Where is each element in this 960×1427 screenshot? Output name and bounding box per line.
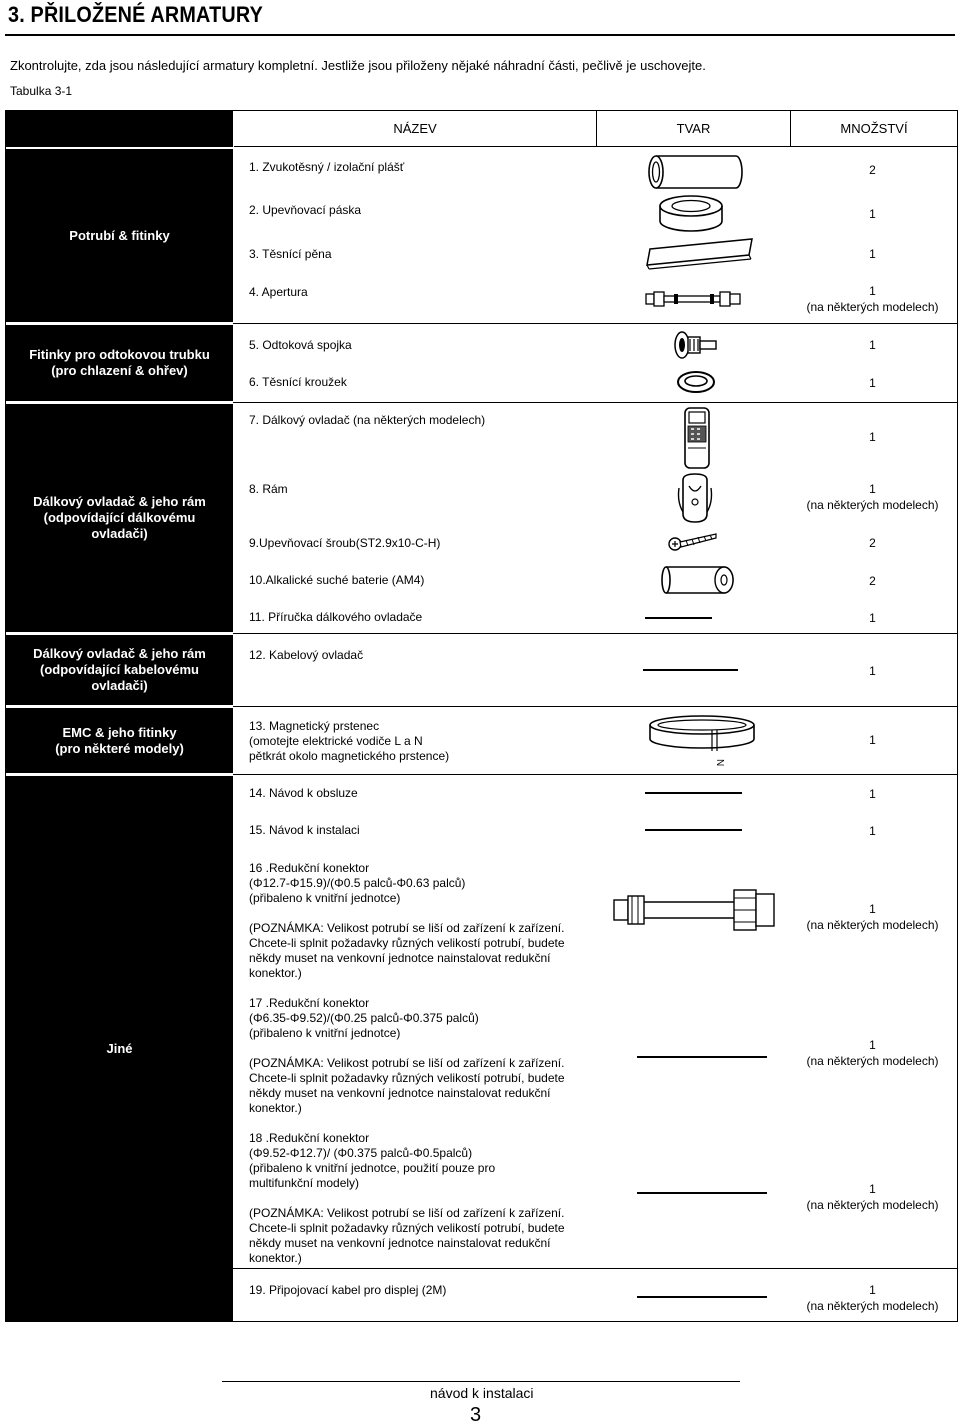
item-name: 4. Apertura <box>249 285 308 299</box>
group-divider <box>233 1268 957 1269</box>
wire-label-n: N <box>714 759 725 767</box>
remote-holder-icon <box>675 472 715 524</box>
item-name: 13. Magnetický prstenec (omotejte elektrické vodiče L a N pětkrát okolo magnetického prstence) <box>249 719 450 763</box>
category-pipes <box>6 149 233 322</box>
no-illustration-dash <box>637 1192 767 1194</box>
item-quantity: 1 <box>869 207 876 221</box>
item-quantity: 1 <box>869 611 876 625</box>
category-pipes-label: Potrubí & fitinky <box>69 227 170 243</box>
group-divider <box>233 402 957 403</box>
item-quantity: 1 (na některých modelech) <box>806 1283 939 1313</box>
header-name: NÁZEV <box>234 111 596 147</box>
group-divider <box>233 774 957 775</box>
item-name: 15. Návod k instalaci <box>249 823 360 837</box>
item-name: 16 .Redukční konektor (Φ12.7-Φ15.9)/(Φ0.5 palců-Φ0.63 palců) (přibaleno k vnitřní jednotce) (POZNÁMKA: Velikost potrubí se liší od zařízení k zařízení. Chcete-li splnit požadavky různých velikostí potrubí, budete někdy muset na venkovní jednotce nainstalovat redukční konektor.) <box>249 861 565 980</box>
item-quantity: 1 <box>869 787 876 801</box>
item-quantity: 1 (na některých modelech) <box>806 284 939 314</box>
item-name: 1. Zvukotěsný / izolační plášť <box>249 160 405 174</box>
item-name: 12. Kabelový ovladač <box>249 648 364 662</box>
item-name: 17 .Redukční konektor (Φ6.35-Φ9.52)/(Φ0.25 palců-Φ0.375 palců) (přibaleno k vnitřní jednotce) (POZNÁMKA: Velikost potrubí se liší od zařízení k zařízení. Chcete-li splnit požadavky různých velikostí potrubí, budete někdy muset na venkovní jednotce nainstalovat redukční konektor.) <box>249 996 565 1115</box>
item-quantity: 1 (na některých modelech) <box>806 1038 939 1068</box>
category-drain <box>6 325 233 401</box>
header-shape: TVAR <box>597 111 790 147</box>
pipe-fitting-icon <box>644 289 744 309</box>
page-number: 3 <box>470 1404 482 1426</box>
footer-rule <box>222 1381 740 1382</box>
header-divider <box>596 111 597 147</box>
header-category-cell <box>6 111 233 147</box>
battery-icon <box>660 565 736 595</box>
insulation-sleeve-icon <box>644 154 744 190</box>
remote-control-icon <box>683 406 711 470</box>
tape-roll-icon <box>658 194 724 234</box>
section-heading: 3. PŘILOŽENÉ ARMATURY <box>8 2 263 27</box>
table-label: Tabulka 3-1 <box>10 84 73 98</box>
category-drain-label: Fitinky pro odtokovou trubku (pro chlazení & ohřev) <box>29 347 210 378</box>
category-emc-label: EMC & jeho fitinky (pro některé modely) <box>55 724 184 756</box>
item-name: 3. Těsnící pěna <box>249 247 332 261</box>
no-illustration-dash <box>645 617 712 619</box>
category-remote-wired <box>6 635 233 705</box>
item-name: 6. Těsnící kroužek <box>249 375 347 389</box>
category-remote-wireless <box>6 404 233 632</box>
item-name: 9.Upevňovací šroub(ST2.9x10-C-H) <box>249 536 441 550</box>
item-name: 5. Odtoková spojka <box>249 338 352 352</box>
group-divider <box>233 706 957 707</box>
category-other <box>6 776 233 1322</box>
intro-text: Zkontrolujte, zda jsou následující armatury kompletní. Jestliže jsou přiloženy nějaké náhradní části, pečlivě je uschovejte. <box>10 58 706 73</box>
item-name: 7. Dálkový ovladač (na některých modelech) <box>249 413 486 427</box>
item-name: 2. Upevňovací páska <box>249 203 362 217</box>
screw-icon <box>668 530 720 552</box>
item-quantity: 1 (na některých modelech) <box>806 902 939 932</box>
no-illustration-dash <box>645 829 742 831</box>
category-emc <box>6 708 233 773</box>
item-quantity: 1 (na některých modelech) <box>806 1182 939 1212</box>
reducer-connector-icon <box>612 882 777 938</box>
item-quantity: 2 <box>869 163 876 177</box>
item-quantity: 1 <box>869 338 876 352</box>
item-quantity: 1 <box>869 664 876 678</box>
header-divider <box>790 111 791 147</box>
seal-ring-icon <box>676 370 716 394</box>
item-quantity: 1 <box>869 430 876 444</box>
group-divider <box>233 633 957 634</box>
item-name: 10.Alkalické suché baterie (AM4) <box>249 573 425 587</box>
no-illustration-dash <box>645 792 742 794</box>
item-quantity: 1 <box>869 247 876 261</box>
item-quantity: 1 <box>869 376 876 390</box>
group-divider <box>233 323 957 324</box>
drain-joint-icon <box>672 330 718 360</box>
heading-rule <box>5 34 955 36</box>
item-quantity: 1 <box>869 824 876 838</box>
item-name: 14. Návod k obsluze <box>249 786 358 800</box>
no-illustration-dash <box>637 1296 767 1298</box>
no-illustration-dash <box>643 669 738 671</box>
foam-strip-icon <box>644 237 756 271</box>
item-quantity: 1 <box>869 733 876 747</box>
item-quantity: 2 <box>869 536 876 550</box>
header-quantity: MNOŽSTVÍ <box>791 111 957 147</box>
item-quantity: 1 (na některých modelech) <box>806 482 939 512</box>
item-name: 8. Rám <box>249 482 288 496</box>
no-illustration-dash <box>637 1056 767 1058</box>
item-name: 11. Příručka dálkového ovladače <box>249 610 423 624</box>
item-quantity: 2 <box>869 574 876 588</box>
item-name: 19. Připojovací kabel pro displej (2M) <box>249 1283 447 1297</box>
category-other-label: Jiné <box>106 1041 133 1056</box>
category-remote-wireless-label: Dálkový ovladač & jeho rám (odpovídající dálkovému ovladači) <box>33 494 206 541</box>
magnetic-ring-icon <box>646 713 758 771</box>
category-remote-wired-label: Dálkový ovladač & jeho rám (odpovídající kabelovému ovladači) <box>33 646 206 693</box>
item-name: 18 .Redukční konektor (Φ9.52-Φ12.7)/ (Φ0.375 palců-Φ0.5palců) (přibaleno k vnitřní jednotce, použití pouze pro multifunkční modely) (POZNÁMKA: Velikost potrubí se liší od zařízení k zařízení. Chcete-li splnit požadavky různých velikostí potrubí, budete někdy muset na venkovní jednotce nainstalovat redukční konektor.) <box>249 1131 565 1265</box>
footer-title: návod k instalaci <box>430 1385 534 1401</box>
